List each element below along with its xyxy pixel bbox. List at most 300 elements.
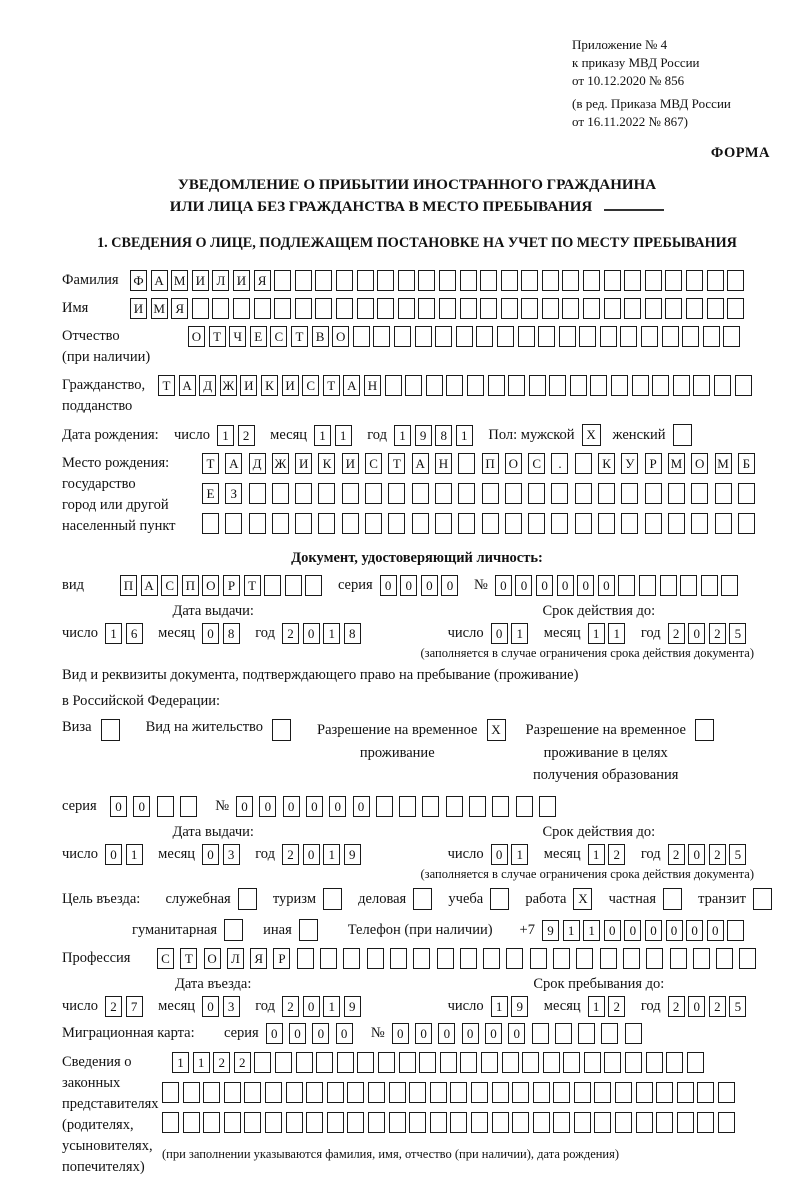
char-cell[interactable] [687,1052,704,1073]
char-cell[interactable] [563,1052,580,1073]
char-cell[interactable] [735,375,752,396]
char-cell[interactable] [389,1082,406,1103]
char-cell[interactable]: 2 [105,996,122,1017]
char-cell[interactable] [621,483,638,504]
char-cell[interactable] [721,575,738,596]
char-cell[interactable] [440,1052,457,1073]
char-cell[interactable] [600,948,617,969]
char-cell[interactable] [575,483,592,504]
char-cell[interactable] [296,1052,313,1073]
char-cell[interactable] [502,1052,519,1073]
char-cell[interactable] [306,1112,323,1133]
char-cell[interactable] [682,326,699,347]
char-cell[interactable]: И [342,453,359,474]
char-cell[interactable]: 5 [729,844,746,865]
char-cell[interactable]: 2 [282,996,299,1017]
char-cell[interactable]: А [141,575,158,596]
char-cell[interactable] [636,1082,653,1103]
char-cell[interactable]: 9 [542,920,559,941]
char-cell[interactable]: 0 [515,575,532,596]
char-cell[interactable]: 0 [283,796,300,817]
char-cell[interactable] [512,1112,529,1133]
char-cell[interactable] [707,270,724,291]
char-cell[interactable]: О [332,326,349,347]
char-cell[interactable]: 0 [306,796,323,817]
char-cell[interactable] [458,483,475,504]
char-cell[interactable] [738,483,755,504]
char-cell[interactable] [723,326,740,347]
char-cell[interactable]: И [240,375,257,396]
char-cell[interactable] [562,298,579,319]
char-cell[interactable] [419,1052,436,1073]
char-cell[interactable]: С [365,453,382,474]
char-cell[interactable]: Т [291,326,308,347]
char-cell[interactable]: 0 [415,1023,432,1044]
char-cell[interactable] [625,1052,642,1073]
char-cell[interactable]: 0 [259,796,276,817]
char-cell[interactable]: 0 [329,796,346,817]
char-cell[interactable]: И [130,298,147,319]
char-cell[interactable] [645,270,662,291]
char-cell[interactable] [584,1052,601,1073]
char-cell[interactable] [357,1052,374,1073]
char-cell[interactable]: 5 [729,996,746,1017]
char-cell[interactable] [399,1052,416,1073]
char-cell[interactable] [621,513,638,534]
char-cell[interactable] [691,483,708,504]
char-cell[interactable] [578,1023,595,1044]
char-cell[interactable]: 1 [491,996,508,1017]
char-cell[interactable] [265,1082,282,1103]
char-cell[interactable]: Т [209,326,226,347]
char-cell[interactable]: К [318,453,335,474]
char-cell[interactable] [718,1082,735,1103]
char-cell[interactable] [435,326,452,347]
char-cell[interactable]: 9 [344,996,361,1017]
char-cell[interactable]: Р [273,948,290,969]
char-cell[interactable] [639,575,656,596]
char-cell[interactable] [437,948,454,969]
char-cell[interactable]: 0 [438,1023,455,1044]
char-cell[interactable] [286,1082,303,1103]
char-cell[interactable] [492,1082,509,1103]
char-cell[interactable]: 3 [223,996,240,1017]
char-cell[interactable] [636,1112,653,1133]
char-cell[interactable] [394,326,411,347]
char-cell[interactable]: И [295,453,312,474]
char-cell[interactable] [244,1112,261,1133]
char-cell[interactable] [320,948,337,969]
char-cell[interactable] [668,483,685,504]
char-cell[interactable] [224,919,243,941]
char-cell[interactable]: 1 [323,623,340,644]
char-cell[interactable] [551,483,568,504]
char-cell[interactable]: Т [180,948,197,969]
char-cell[interactable] [680,575,697,596]
char-cell[interactable] [594,1112,611,1133]
char-cell[interactable]: 2 [709,623,726,644]
char-cell[interactable] [538,326,555,347]
char-cell[interactable] [458,453,475,474]
char-cell[interactable] [482,513,499,534]
char-cell[interactable] [238,888,257,910]
char-cell[interactable] [318,513,335,534]
char-cell[interactable] [265,1112,282,1133]
char-cell[interactable] [532,1023,549,1044]
char-cell[interactable]: 0 [202,623,219,644]
char-cell[interactable]: X [573,888,592,910]
char-cell[interactable] [583,298,600,319]
char-cell[interactable] [275,1052,292,1073]
char-cell[interactable] [663,888,682,910]
char-cell[interactable]: 5 [729,623,746,644]
char-cell[interactable] [399,796,416,817]
char-cell[interactable]: К [261,375,278,396]
char-cell[interactable] [668,513,685,534]
char-cell[interactable]: 1 [511,844,528,865]
char-cell[interactable] [327,1082,344,1103]
char-cell[interactable] [295,270,312,291]
char-cell[interactable]: 1 [563,920,580,941]
char-cell[interactable] [624,270,641,291]
char-cell[interactable]: Н [435,453,452,474]
char-cell[interactable]: 3 [223,844,240,865]
char-cell[interactable] [677,1082,694,1103]
char-cell[interactable]: 2 [608,996,625,1017]
char-cell[interactable] [162,1112,179,1133]
char-cell[interactable] [604,1052,621,1073]
char-cell[interactable]: 2 [668,844,685,865]
char-cell[interactable]: 1 [394,425,411,446]
char-cell[interactable]: . [551,453,568,474]
char-cell[interactable] [337,1052,354,1073]
char-cell[interactable]: 0 [289,1023,306,1044]
char-cell[interactable] [183,1082,200,1103]
char-cell[interactable] [508,375,525,396]
char-cell[interactable] [430,1082,447,1103]
char-cell[interactable]: 2 [668,996,685,1017]
char-cell[interactable] [353,326,370,347]
char-cell[interactable] [551,513,568,534]
char-cell[interactable] [272,513,289,534]
char-cell[interactable] [656,1112,673,1133]
char-cell[interactable]: А [179,375,196,396]
char-cell[interactable] [601,1023,618,1044]
char-cell[interactable] [645,298,662,319]
char-cell[interactable] [413,888,432,910]
char-cell[interactable] [367,948,384,969]
char-cell[interactable] [306,1082,323,1103]
char-cell[interactable] [715,513,732,534]
char-cell[interactable] [625,1023,642,1044]
char-cell[interactable]: 1 [588,623,605,644]
char-cell[interactable] [727,270,744,291]
char-cell[interactable]: 2 [234,1052,251,1073]
char-cell[interactable] [533,1112,550,1133]
char-cell[interactable] [430,1112,447,1133]
char-cell[interactable]: Я [171,298,188,319]
char-cell[interactable] [295,483,312,504]
char-cell[interactable]: 1 [608,623,625,644]
char-cell[interactable] [203,1112,220,1133]
char-cell[interactable] [388,483,405,504]
char-cell[interactable] [686,298,703,319]
char-cell[interactable] [615,1112,632,1133]
char-cell[interactable] [336,270,353,291]
char-cell[interactable] [233,298,250,319]
char-cell[interactable] [316,1052,333,1073]
char-cell[interactable] [368,1082,385,1103]
char-cell[interactable] [623,948,640,969]
char-cell[interactable] [497,326,514,347]
char-cell[interactable] [579,326,596,347]
char-cell[interactable]: 0 [624,920,641,941]
char-cell[interactable] [739,948,756,969]
char-cell[interactable] [492,1112,509,1133]
char-cell[interactable]: 0 [400,575,417,596]
char-cell[interactable] [347,1112,364,1133]
char-cell[interactable] [274,298,291,319]
char-cell[interactable]: 0 [202,844,219,865]
char-cell[interactable] [409,1082,426,1103]
char-cell[interactable] [405,375,422,396]
char-cell[interactable] [505,513,522,534]
char-cell[interactable] [376,796,393,817]
char-cell[interactable]: О [188,326,205,347]
char-cell[interactable]: 0 [491,623,508,644]
char-cell[interactable] [604,298,621,319]
char-cell[interactable]: 0 [392,1023,409,1044]
char-cell[interactable]: 0 [462,1023,479,1044]
char-cell[interactable]: К [598,453,615,474]
char-cell[interactable]: О [204,948,221,969]
char-cell[interactable]: 8 [435,425,452,446]
char-cell[interactable] [528,513,545,534]
char-cell[interactable]: 1 [583,920,600,941]
char-cell[interactable] [697,1082,714,1103]
char-cell[interactable]: 0 [557,575,574,596]
char-cell[interactable] [460,298,477,319]
char-cell[interactable] [323,888,342,910]
char-cell[interactable]: М [668,453,685,474]
char-cell[interactable]: Н [364,375,381,396]
char-cell[interactable]: 0 [353,796,370,817]
char-cell[interactable]: А [412,453,429,474]
char-cell[interactable]: И [282,375,299,396]
char-cell[interactable] [373,326,390,347]
char-cell[interactable]: О [691,453,708,474]
char-cell[interactable] [727,920,744,941]
char-cell[interactable]: Л [212,270,229,291]
char-cell[interactable]: М [151,298,168,319]
char-cell[interactable] [458,513,475,534]
char-cell[interactable] [413,948,430,969]
char-cell[interactable]: 2 [238,425,255,446]
char-cell[interactable]: П [120,575,137,596]
char-cell[interactable]: А [151,270,168,291]
char-cell[interactable] [481,1052,498,1073]
char-cell[interactable]: Л [227,948,244,969]
char-cell[interactable] [646,1052,663,1073]
char-cell[interactable] [295,513,312,534]
char-cell[interactable] [490,888,509,910]
char-cell[interactable] [343,948,360,969]
char-cell[interactable] [274,270,291,291]
char-cell[interactable] [695,719,714,741]
char-cell[interactable]: 7 [126,996,143,1017]
char-cell[interactable] [101,719,120,741]
char-cell[interactable] [665,298,682,319]
char-cell[interactable]: 0 [336,1023,353,1044]
char-cell[interactable] [225,513,242,534]
char-cell[interactable]: Т [388,453,405,474]
char-cell[interactable] [212,298,229,319]
char-cell[interactable] [327,1112,344,1133]
char-cell[interactable]: С [528,453,545,474]
char-cell[interactable] [377,298,394,319]
char-cell[interactable]: Т [323,375,340,396]
char-cell[interactable]: О [505,453,522,474]
char-cell[interactable]: X [487,719,506,741]
char-cell[interactable]: 0 [303,996,320,1017]
char-cell[interactable] [299,919,318,941]
char-cell[interactable] [575,453,592,474]
char-cell[interactable]: 1 [456,425,473,446]
char-cell[interactable] [714,375,731,396]
char-cell[interactable]: Б [738,453,755,474]
char-cell[interactable] [488,375,505,396]
char-cell[interactable] [450,1082,467,1103]
char-cell[interactable]: 0 [536,575,553,596]
char-cell[interactable]: Ж [272,453,289,474]
char-cell[interactable] [467,375,484,396]
char-cell[interactable]: 1 [193,1052,210,1073]
char-cell[interactable] [450,1112,467,1133]
char-cell[interactable] [357,298,374,319]
char-cell[interactable]: 0 [266,1023,283,1044]
char-cell[interactable] [632,375,649,396]
char-cell[interactable]: 1 [217,425,234,446]
char-cell[interactable] [543,1052,560,1073]
char-cell[interactable]: 0 [645,920,662,941]
char-cell[interactable]: С [270,326,287,347]
char-cell[interactable]: 8 [223,623,240,644]
char-cell[interactable] [665,270,682,291]
char-cell[interactable] [574,1112,591,1133]
char-cell[interactable]: С [161,575,178,596]
char-cell[interactable]: Е [250,326,267,347]
char-cell[interactable] [180,796,197,817]
char-cell[interactable] [315,298,332,319]
char-cell[interactable] [418,298,435,319]
char-cell[interactable]: 0 [303,844,320,865]
char-cell[interactable]: А [225,453,242,474]
char-cell[interactable] [426,375,443,396]
char-cell[interactable]: 8 [344,623,361,644]
char-cell[interactable]: П [482,453,499,474]
char-cell[interactable] [254,298,271,319]
char-cell[interactable] [516,796,533,817]
char-cell[interactable] [529,375,546,396]
char-cell[interactable] [615,1082,632,1103]
char-cell[interactable] [365,483,382,504]
char-cell[interactable] [620,326,637,347]
char-cell[interactable] [522,1052,539,1073]
char-cell[interactable] [342,483,359,504]
char-cell[interactable]: 1 [126,844,143,865]
char-cell[interactable] [183,1112,200,1133]
char-cell[interactable]: И [233,270,250,291]
char-cell[interactable]: 1 [335,425,352,446]
char-cell[interactable]: 0 [598,575,615,596]
char-cell[interactable] [662,326,679,347]
char-cell[interactable] [528,483,545,504]
char-cell[interactable] [576,948,593,969]
char-cell[interactable] [365,513,382,534]
char-cell[interactable]: Я [254,270,271,291]
char-cell[interactable] [305,575,322,596]
char-cell[interactable] [553,1082,570,1103]
char-cell[interactable] [460,1052,477,1073]
char-cell[interactable]: А [343,375,360,396]
char-cell[interactable]: Ч [229,326,246,347]
char-cell[interactable]: 0 [491,844,508,865]
char-cell[interactable]: X [582,424,601,446]
char-cell[interactable] [476,326,493,347]
char-cell[interactable] [480,298,497,319]
char-cell[interactable]: С [302,375,319,396]
char-cell[interactable] [264,575,281,596]
char-cell[interactable] [202,513,219,534]
char-cell[interactable]: 0 [707,920,724,941]
char-cell[interactable] [286,1112,303,1133]
char-cell[interactable]: Т [202,453,219,474]
char-cell[interactable] [385,375,402,396]
char-cell[interactable]: 2 [608,844,625,865]
char-cell[interactable] [677,1112,694,1133]
char-cell[interactable]: 1 [588,996,605,1017]
char-cell[interactable] [412,483,429,504]
char-cell[interactable]: 2 [668,623,685,644]
char-cell[interactable] [574,1082,591,1103]
char-cell[interactable]: Ф [130,270,147,291]
char-cell[interactable] [492,796,509,817]
char-cell[interactable] [378,1052,395,1073]
char-cell[interactable] [618,575,635,596]
char-cell[interactable] [435,483,452,504]
char-cell[interactable] [272,483,289,504]
char-cell[interactable]: 0 [202,996,219,1017]
char-cell[interactable] [295,298,312,319]
char-cell[interactable]: 0 [303,623,320,644]
char-cell[interactable] [501,270,518,291]
char-cell[interactable] [521,270,538,291]
char-cell[interactable] [555,1023,572,1044]
char-cell[interactable]: О [202,575,219,596]
char-cell[interactable] [469,796,486,817]
char-cell[interactable] [162,1082,179,1103]
char-cell[interactable] [456,326,473,347]
char-cell[interactable] [652,375,669,396]
char-cell[interactable] [460,270,477,291]
char-cell[interactable] [272,719,291,741]
char-cell[interactable]: М [715,453,732,474]
char-cell[interactable] [285,575,302,596]
char-cell[interactable] [693,948,710,969]
char-cell[interactable]: 0 [604,920,621,941]
char-cell[interactable]: 0 [421,575,438,596]
char-cell[interactable] [530,948,547,969]
